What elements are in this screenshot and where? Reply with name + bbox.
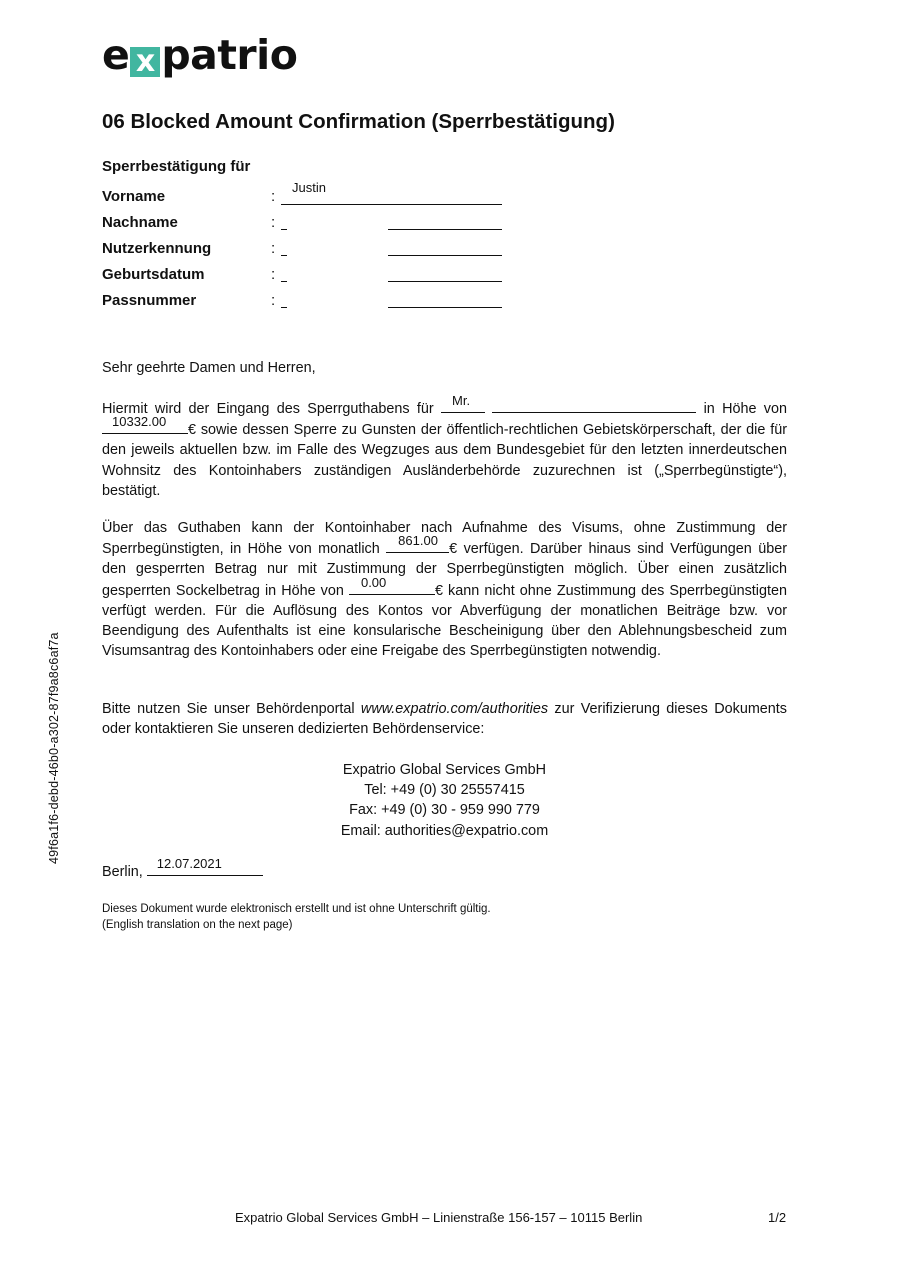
para2-text-1: Über das Guthaben kann der Kontoinhaber nach Aufnahme des Visums, ohne Zustimmung der Sperrbegünstigten, in Höhe von monatlich	[102, 520, 787, 558]
para2-text-2: € verfügen. Darüber hinaus sind Verfügungen über den gesperrten Betrag nur mit Zustimmung der Sperrbegünstigten möglich. Über einen zusätzlich gesperrten Sockelbetrag in Höhe von	[102, 541, 787, 599]
expatrio-logo	[102, 30, 297, 80]
salutation: Sehr geehrte Damen und Herren,	[102, 360, 316, 376]
paragraph-receipt	[102, 393, 787, 501]
notes	[102, 901, 491, 933]
note-electronic: Dieses Dokument wurde elektronisch erstellt und ist ohne Unterschrift gültig.	[102, 903, 491, 915]
field-colon: :	[271, 240, 276, 257]
field-label: Vorname	[102, 188, 166, 205]
contact-tel: Tel: +49 (0) 30 25557415	[364, 782, 525, 799]
monthly-blank	[386, 533, 449, 553]
paragraph-verification	[102, 699, 787, 739]
note-translation: (English translation on the next page)	[102, 919, 293, 931]
date-blank	[147, 856, 263, 876]
name-blank	[492, 398, 696, 413]
base-value: 0.00	[360, 574, 387, 590]
para1-text-1: Hiermit wird der Eingang des Sperrguthabens für	[102, 401, 434, 417]
logo-text-e: e	[102, 31, 130, 79]
para2-text-3: € kann nicht ohne Zustimmung des Sperrbegünstigten verfügt werden. Für die Auflösung des Kontos vor Abverfügung der monatlichen Beiträge bzw. vor Beendigung des Aufenthalts ist eine konsularische Bescheinigung über den Ablehnungsbescheid zum Visumsantrag des Kontoinhabers oder eine Freigabe des Sperrbegünstigten notwendig.	[102, 582, 787, 660]
contact-block	[102, 760, 787, 841]
page-number: 1/2	[768, 1210, 787, 1225]
field-label: Nutzerkennung	[102, 240, 212, 257]
document-title: 06 Blocked Amount Confirmation (Sperrbestätigung)	[102, 110, 615, 133]
place: Berlin,	[102, 864, 143, 880]
logo-text-patrio: patrio	[161, 31, 298, 79]
document-id: 49f6a1f6-debd-46b0-a302-87f9a8c6af7a	[47, 632, 61, 864]
amount-blank	[102, 414, 188, 434]
paragraph-disposal	[102, 518, 787, 661]
para3-text-1: Bitte nutzen Sie unser Behördenportal	[102, 701, 355, 717]
field-label: Passnummer	[102, 292, 197, 309]
page-footer: Expatrio Global Services GmbH – Linienstraße 156-157 – 10115 Berlin	[235, 1210, 643, 1225]
para1-text-3: € sowie dessen Sperre zu Gunsten der öffentlich-rechtlichen Gebietskörperschaft, der die für den jeweils aktuellen bzw. im Falle des Wegzuges aus dem Bundesgebiet für den letzten innerdeutschen Wohnsitz des Kontoinhabers zuständigen Ausländerbehörde zuzurechnen ist („Sperrbegünstigte“), bestätigt.	[102, 422, 787, 499]
para1-text-2: in Höhe von	[703, 401, 787, 417]
field-underline	[281, 204, 502, 205]
title-value: Mr.	[452, 393, 471, 408]
contact-email: Email: authorities@expatrio.com	[340, 822, 549, 839]
amount-value: 10332.00	[112, 414, 167, 430]
base-blank	[349, 574, 435, 595]
para3-text-2: zur Verifizierung dieses Dokuments oder kontaktieren Sie unseren dedizierten Behördenservice:	[102, 701, 788, 738]
monthly-value: 861.00	[398, 533, 438, 549]
field-colon: :	[271, 292, 276, 309]
contact-fax: Fax: +49 (0) 30 - 959 990 779	[349, 802, 540, 819]
field-label: Geburtsdatum	[102, 266, 205, 283]
field-colon: :	[271, 214, 276, 231]
date-value: 12.07.2021	[156, 856, 222, 871]
place-date	[102, 856, 787, 882]
section-heading: Sperrbestätigung für	[102, 158, 251, 175]
field-value: Justin	[292, 180, 326, 195]
logo-x-box: x	[130, 47, 160, 77]
field-colon: :	[271, 266, 276, 283]
contact-company: Expatrio Global Services GmbH	[342, 762, 547, 778]
authorities-portal-link[interactable]: www.expatrio.com/authorities	[360, 701, 549, 717]
title-blank	[441, 393, 485, 413]
field-colon: :	[271, 188, 276, 205]
field-label: Nachname	[102, 214, 178, 231]
